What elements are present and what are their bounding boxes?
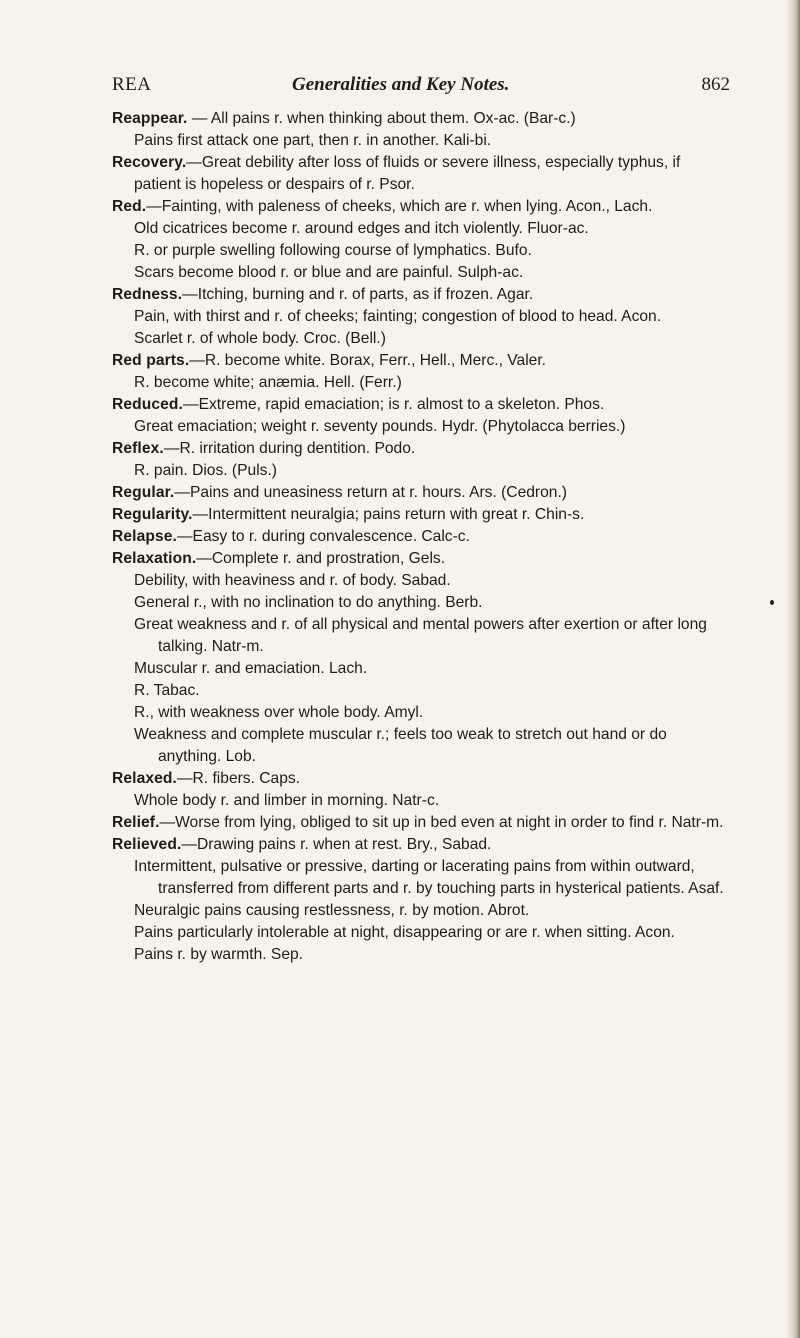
entry-text: —Worse from lying, obliged to sit up in bed even at night in order to find r. Natr-m. (159, 814, 724, 831)
entry-subline (112, 922, 728, 944)
entry-subline (112, 856, 728, 900)
entry-text: —Intermittent neuralgia; pains return with great r. Chin-s. (192, 506, 585, 523)
entry-subline (112, 724, 728, 768)
entry-headword (112, 482, 728, 504)
entry-keyword: Reappear. (112, 110, 188, 127)
entry-text: —Great debility after loss of fluids or severe illness, especially typhus, if patient is hopeless or despairs of r. Psor. (134, 154, 681, 193)
entry-subline (112, 592, 728, 614)
entry-keyword: Regularity. (112, 506, 193, 523)
entry-headword (112, 526, 728, 548)
entry-text: R. Tabac. (134, 682, 200, 699)
entry-headword (112, 812, 728, 834)
entry-subline (112, 460, 728, 482)
page-number: 862 (701, 74, 730, 95)
entry-text: Pains r. by warmth. Sep. (134, 946, 304, 963)
entry-subline (112, 416, 728, 438)
entry-text: Scars become blood r. or blue and are painful. Sulph-ac. (134, 264, 524, 281)
entry-headword (112, 768, 728, 790)
entry-subline (112, 658, 728, 680)
entry-text: Great weakness and r. of all physical and mental powers after exertion or after long talking. Natr-m. (134, 616, 707, 655)
entry-keyword: Relieved. (112, 836, 182, 853)
entry-subline (112, 130, 728, 152)
entry-text: —Pains and uneasiness return at r. hours. Ars. (Cedron.) (174, 484, 567, 501)
entry-headword (112, 152, 728, 196)
entry-subline (112, 240, 728, 262)
entry-text: —Easy to r. during convalescence. Calc-c. (176, 528, 470, 545)
entry-headword (112, 394, 728, 416)
entry-subline (112, 306, 728, 328)
header-title: Generalities and Key Notes. (292, 74, 510, 95)
entry-text: Muscular r. and emaciation. Lach. (134, 660, 368, 677)
running-header (112, 74, 728, 102)
entry-keyword: Reduced. (112, 396, 183, 413)
entry-subline (112, 328, 728, 350)
entry-keyword: Red parts. (112, 352, 190, 369)
entry-headword (112, 834, 728, 856)
entry-keyword: Relief. (112, 814, 160, 831)
entry-text: —Extreme, rapid emaciation; is r. almost to a skeleton. Phos. (183, 396, 605, 413)
entry-subline (112, 900, 728, 922)
header-section-letters: REA (112, 74, 152, 95)
page-edge-shadow (786, 0, 800, 1338)
entry-text: Old cicatrices become r. around edges and itch violently. Fluor-ac. (134, 220, 589, 237)
entry-text: Debility, with heaviness and r. of body. Sabad. (134, 572, 451, 589)
entry-text: R. or purple swelling following course of lymphatics. Bufo. (134, 242, 532, 259)
entry-text: —Fainting, with paleness of cheeks, which are r. when lying. Acon., Lach. (146, 198, 653, 215)
entry-headword (112, 196, 728, 218)
entry-keyword: Relaxation. (112, 550, 197, 567)
entry-subline (112, 218, 728, 240)
entry-text: —R. become white. Borax, Ferr., Hell., Merc., Valer. (189, 352, 547, 369)
entry-subline (112, 944, 728, 966)
entry-keyword: Recovery. (112, 154, 187, 171)
entry-text: R. become white; anæmia. Hell. (Ferr.) (134, 374, 402, 391)
entry-text: —Complete r. and prostration, Gels. (196, 550, 446, 567)
entry-text: Whole body r. and limber in morning. Natr-c. (134, 792, 440, 809)
entry-text: R., with weakness over whole body. Amyl. (134, 704, 424, 721)
entry-text: General r., with no inclination to do anything. Berb. (134, 594, 483, 611)
entry-headword (112, 438, 728, 460)
entry-text: — All pains r. when thinking about them. Ox-ac. (Bar-c.) (187, 110, 576, 127)
entry-text: Pains first attack one part, then r. in another. Kali-bi. (134, 132, 492, 149)
entry-headword (112, 504, 728, 526)
entry-headword (112, 350, 728, 372)
entry-subline (112, 262, 728, 284)
entry-subline (112, 702, 728, 724)
entry-text: Pains particularly intolerable at night, disappearing or are r. when sitting. Acon. (134, 924, 675, 941)
entry-headword (112, 548, 728, 570)
entry-text: Intermittent, pulsative or pressive, darting or lacerating pains from within outward, transferred from different parts and r. by touching parts in hysterical patients. Asaf. (134, 858, 724, 897)
entry-subline (112, 680, 728, 702)
entry-text: Pain, with thirst and r. of cheeks; fainting; congestion of blood to head. Acon. (134, 308, 662, 325)
entry-headword (112, 108, 728, 130)
entry-subline (112, 372, 728, 394)
entry-subline (112, 790, 728, 812)
entry-text: Weakness and complete muscular r.; feels too weak to stretch out hand or do anything. Lob. (134, 726, 667, 765)
entry-keyword: Relaxed. (112, 770, 177, 787)
entry-text: Scarlet r. of whole body. Croc. (Bell.) (134, 330, 386, 347)
entry-subline (112, 614, 728, 658)
entry-text: —R. irritation during dentition. Podo. (163, 440, 416, 457)
entry-text: —Drawing pains r. when at rest. Bry., Sabad. (181, 836, 492, 853)
entry-headword (112, 284, 728, 306)
entry-keyword: Red. (112, 198, 147, 215)
entry-keyword: Relapse. (112, 528, 177, 545)
entry-text: Neuralgic pains causing restlessness, r. by motion. Abrot. (134, 902, 530, 919)
entry-keyword: Regular. (112, 484, 175, 501)
entry-keyword: Reflex. (112, 440, 164, 457)
entry-list (112, 108, 728, 966)
page-speck (770, 600, 774, 605)
entry-text: —R. fibers. Caps. (176, 770, 301, 787)
entry-text: R. pain. Dios. (Puls.) (134, 462, 277, 479)
entry-subline (112, 570, 728, 592)
entry-text: —Itching, burning and r. of parts, as if frozen. Agar. (182, 286, 534, 303)
entry-text: Great emaciation; weight r. seventy pounds. Hydr. (Phytolacca berries.) (134, 418, 626, 435)
entry-keyword: Redness. (112, 286, 183, 303)
